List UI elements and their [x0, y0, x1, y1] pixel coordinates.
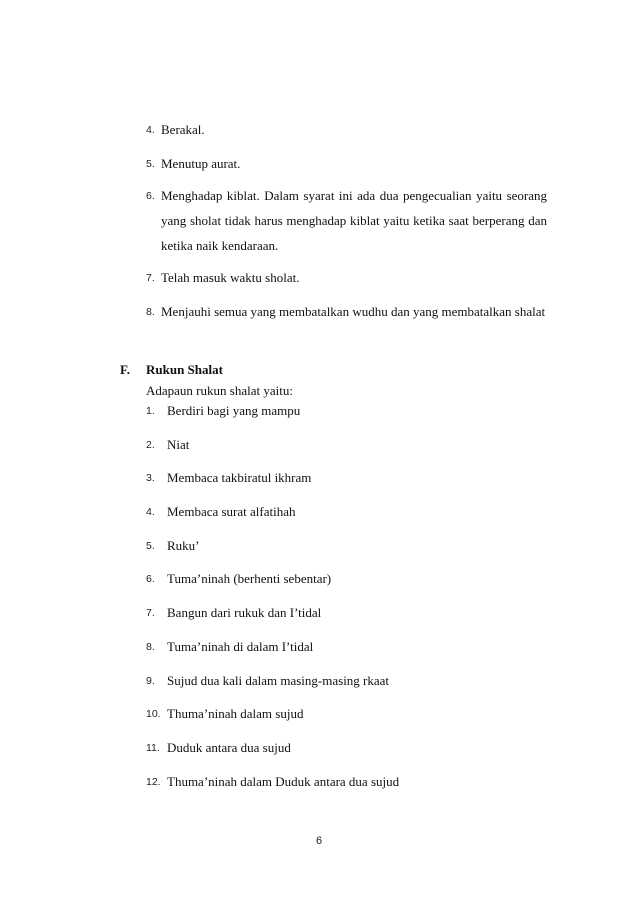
list-b-number: 1.	[146, 405, 155, 417]
list-b-number: 6.	[146, 573, 155, 585]
list-a-number: 8.	[146, 306, 155, 318]
list-b-item: Niat	[167, 437, 190, 452]
list-b-number: 5.	[146, 540, 155, 552]
list-b-number: 11.	[146, 742, 160, 754]
list-b-item: Membaca surat alfatihah	[167, 504, 296, 519]
list-a-item: Telah masuk waktu sholat.	[161, 270, 300, 285]
list-a-number: 6.	[146, 190, 155, 202]
list-a-number: 4.	[146, 124, 155, 136]
list-a-number: 5.	[146, 158, 155, 170]
list-b-number: 3.	[146, 472, 155, 484]
list-b-item: Thuma’ninah dalam Duduk antara dua sujud	[167, 774, 400, 789]
list-a-item-line: yang sholat tidak harus menghadap kiblat yaitu ketika saat berperang dan	[161, 213, 547, 228]
list-b-number: 8.	[146, 641, 155, 653]
section-letter: F.	[120, 362, 130, 377]
list-b-item: Membaca takbiratul ikhram	[167, 470, 312, 485]
page-number: 6	[315, 835, 323, 847]
list-a-number: 7.	[146, 272, 155, 284]
list-b-item: Berdiri bagi yang mampu	[167, 403, 301, 418]
list-b-item: Ruku’	[167, 538, 200, 553]
list-b-item: Duduk antara dua sujud	[167, 740, 291, 755]
list-b-number: 10.	[146, 708, 161, 720]
list-b-item: Tuma’ninah (berhenti sebentar)	[167, 571, 332, 586]
list-b-number: 7.	[146, 607, 155, 619]
list-b-item: Bangun dari rukuk dan I’tidal	[167, 605, 322, 620]
list-b-number: 2.	[146, 439, 155, 451]
list-a-item-line: ketika naik kendaraan.	[161, 238, 279, 253]
section-intro: Adapaun rukun shalat yaitu:	[146, 383, 293, 398]
section-title: Rukun Shalat	[146, 362, 223, 377]
list-b-item: Thuma’ninah dalam sujud	[167, 706, 304, 721]
list-b-item: Sujud dua kali dalam masing-masing rkaat	[167, 673, 390, 688]
list-b-number: 4.	[146, 506, 155, 518]
list-a-item: Berakal.	[161, 122, 205, 137]
list-b-number: 12.	[146, 776, 161, 788]
list-a-item: Menjauhi semua yang membatalkan wudhu dan yang membatalkan shalat	[161, 304, 546, 319]
list-a-item-line: Menghadap kiblat. Dalam syarat ini ada dua pengecualian yaitu seorang	[161, 188, 547, 203]
list-b-item: Tuma’ninah di dalam I’tidal	[167, 639, 314, 654]
list-a-item: Menutup aurat.	[161, 156, 241, 171]
list-b-number: 9.	[146, 675, 155, 687]
